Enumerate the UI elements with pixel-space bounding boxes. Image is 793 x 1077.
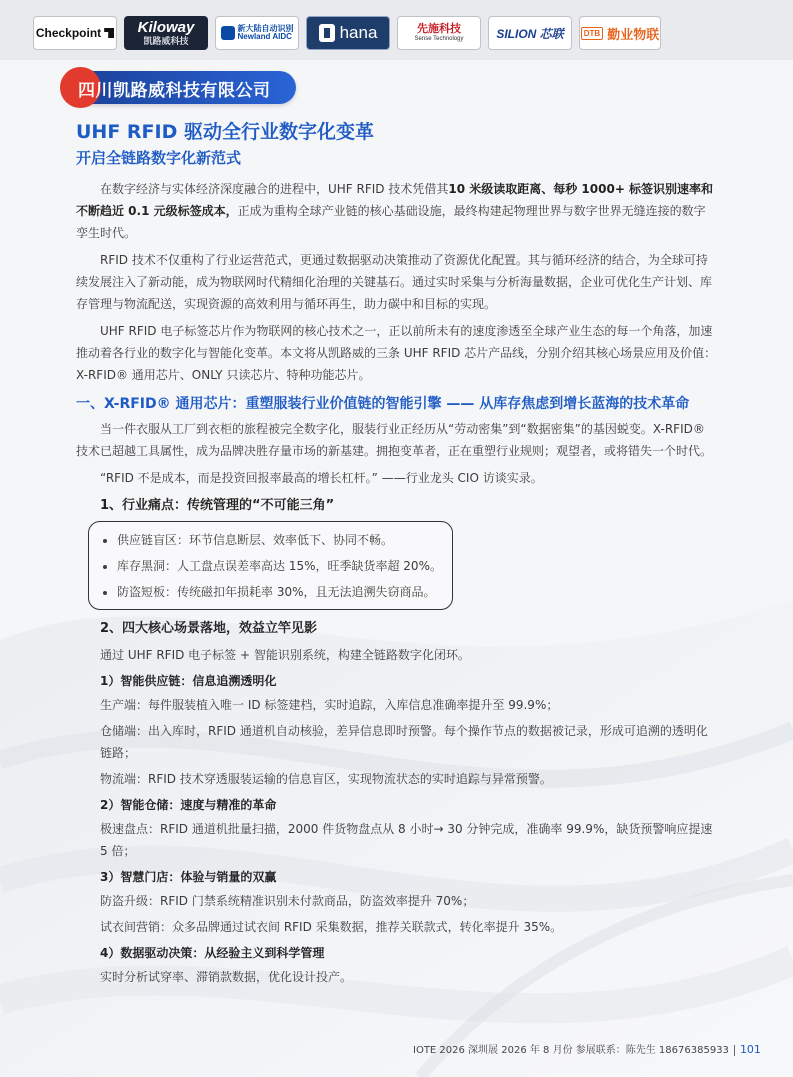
scenes-intro: 通过 UHF RFID 电子标签 + 智能识别系统，构建全链路数字化闭环。 [100, 648, 470, 662]
intro-p1-part-a: 在数字经济与实体经济深度融合的进程中，UHF RFID 技术凭借其 [100, 182, 449, 196]
scene-1-heading: 1）智能供应链：信息追溯透明化 [100, 674, 277, 688]
scene-1-line-2: 仓储端：出入库时，RFID 通道机自动核验，差异信息即时预警。每个操作节点的数据被记录，形成可追溯的透明化链路； [100, 724, 708, 760]
newland-logo-en: Newland AIDC [237, 32, 292, 41]
kiloway-logo-en: Kiloway [137, 19, 195, 36]
silion-logo [488, 16, 572, 50]
page-footer [413, 1041, 761, 1056]
newland-logo [215, 16, 299, 50]
intro-p1-highlight: 10 米级读取距离、每秒 1000+ 标签识别速率和不断趋近 0.1 元级标签成本， [76, 182, 714, 218]
article-subtitle: 开启全链路数字化新范式 [76, 149, 242, 167]
scene-3-line-2: 试衣间营销：众多品牌通过试衣间 RFID 采集数据，推荐关联款式，转化率提升 35%。 [100, 920, 563, 934]
section-1-heading: 一、X-RFID® 通用芯片：重塑服装行业价值链的智能引擎 —— 从库存焦虑到增长蓝海的技术革命 [76, 396, 690, 412]
checkpoint-logo-text: Checkpoint [35, 26, 102, 40]
list-item: • 供应链盲区：环节信息断层、效率低下、协同不畅。 [117, 527, 452, 553]
hana-mark-icon [319, 24, 335, 42]
newland-mark-icon [221, 26, 235, 40]
list-item: • 库存黑洞：人工盘点误差率高达 15%，旺季缺货率超 20%。 [117, 553, 452, 579]
footer-divider [734, 1045, 735, 1056]
pain-points-list [97, 527, 452, 605]
scene-4-line-1: 实时分析试穿率、滞销款数据，优化设计投产。 [100, 970, 353, 984]
checkpoint-mark-icon [104, 28, 114, 38]
newland-logo-cn: 新大陆自动识别 [237, 23, 294, 33]
pain-points-box [88, 521, 453, 610]
page-number: 101 [739, 1043, 761, 1056]
kiloway-logo-cn: 凯路威科技 [143, 36, 189, 46]
intro-paragraph-3: UHF RFID 电子标签芯片作为物联网的核心技术之一，正以前所未有的速度渗透至全球产业生态的每一个角落，加速推动着各行业的数字化与智能化变革。本文将从凯路威的三条 UHF RFID 芯片产品线，分别介绍其核心场景应用及价值：X-RFID® 通用芯片、ONLY 只读芯片、特种功能芯片。 [76, 324, 717, 382]
scenes-heading: 2、四大核心场景落地，效益立竿见影 [100, 621, 318, 636]
company-banner [64, 71, 296, 104]
sponsor-logo-strip [33, 16, 661, 50]
article-title: UHF RFID 驱动全行业数字化变革 [76, 121, 374, 143]
hana-logo-text: hana [339, 23, 378, 42]
section-1-paragraph: 当一件衣服从工厂到衣柜的旅程被完全数字化，服装行业正经历从“劳动密集”到“数据密集”的基因蜕变。X-RFID® 技术已超越工具属性，成为品牌决胜存量市场的新基建。拥抱变革者，正在重塑行业规则；观望者，或将错失一个时代。 [76, 422, 713, 458]
scene-4-heading: 4）数据驱动决策：从经验主义到科学管理 [100, 946, 325, 960]
intro-paragraph-1 [76, 178, 717, 244]
section-1-quote: “RFID 不是成本，而是投资回报率最高的增长杠杆。” ——行业龙头 CIO 访谈实录。 [100, 471, 543, 485]
dtb-logo [579, 16, 661, 50]
scene-2-line-1: 极速盘点：RFID 通道机批量扫描，2000 件货物盘点从 8 小时→ 30 分钟完成，准确率 99.9%，缺货预警响应提速 5 倍； [100, 822, 713, 858]
hana-logo [306, 16, 390, 50]
pain-points-heading: 1、行业痛点：传统管理的“不可能三角” [100, 498, 335, 513]
scene-3-line-1: 防盗升级：RFID 门禁系统精准识别未付款商品，防盗效率提升 70%； [100, 894, 475, 908]
silion-logo-text: SILION 芯联 [496, 26, 564, 41]
list-item: • 防盗短板：传统磁扣年损耗率 30%，且无法追溯失窃商品。 [117, 579, 452, 605]
dtb-mark-icon: DTB [581, 27, 603, 40]
scene-1-line-1: 生产端：每件服装植入唯一 ID 标签建档，实时追踪，入库信息准确率提升至 99.9%； [100, 698, 559, 712]
checkpoint-logo [33, 16, 117, 50]
company-name: 四川凯路威科技有限公司 [78, 81, 271, 101]
scene-1-line-3: 物流端：RFID 技术穿透服装运输的信息盲区，实现物流状态的实时追踪与异常预警。 [100, 772, 552, 786]
sense-logo-cn: 先施科技 [417, 23, 461, 36]
scene-3-heading: 3）智慧门店：体验与销量的双赢 [100, 870, 277, 884]
article-body [76, 178, 717, 992]
footer-text: IOTE 2026 深圳展 2026 年 8 月份 参展联系：陈先生 18676385933 [413, 1045, 729, 1056]
sense-logo-en: Sense Technology [414, 35, 464, 42]
intro-p1-part-c: 正成为重构全球产业链的核心基础设施，最终构建起物理世界与数字世界无缝连接的数字孪生时代。 [76, 204, 706, 240]
intro-paragraph-2: RFID 技术不仅重构了行业运营范式，更通过数据驱动决策推动了资源优化配置。其与循环经济的结合，为全球可持续发展注入了新动能，成为物联网时代精细化治理的关键基石。通过实时采集与分析海量数据，企业可优化生产计划、库存管理与物流配送，实现资源的高效利用与循环再生，助力碳中和目标的实现。 [76, 253, 713, 311]
scene-2-heading: 2）智能仓储：速度与精准的革命 [100, 798, 277, 812]
sense-logo [397, 16, 481, 50]
kiloway-logo [124, 16, 208, 50]
dtb-logo-cn: 勤业物联 [607, 26, 660, 42]
